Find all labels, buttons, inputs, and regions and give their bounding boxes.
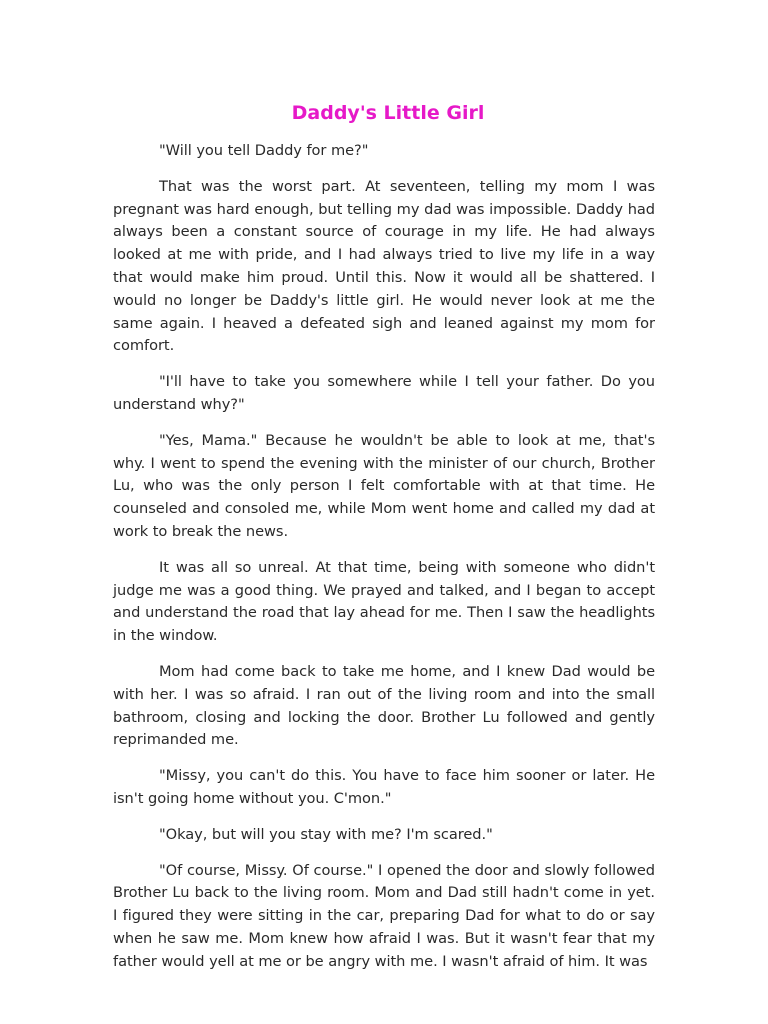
- document-page: [113, 100, 655, 987]
- paragraph: Mom had come back to take me home, and I knew Dad would be with her. I was so afraid. I ran out of the living room and into the small bathroom, closing and locking the door. Brother Lu followed and gently reprimanded me.: [113, 662, 655, 749]
- paragraph: "Yes, Mama." Because he wouldn't be able to look at me, that's why. I went to spend the evening with the minister of our church, Brother Lu, who was the only person I felt comfortable with at that time. He counseled and consoled me, while Mom went home and called my dad at work to break the news.: [113, 431, 655, 540]
- paragraph: "Missy, you can't do this. You have to face him sooner or later. He isn't going home without you. C'mon.": [113, 767, 655, 807]
- paragraph: It was all so unreal. At that time, being with someone who didn't judge me was a good thing. We prayed and talked, and I began to accept and understand the road that lay ahead for me. Then I saw the headlights in the window.: [113, 558, 655, 645]
- paragraph: "I'll have to take you somewhere while I tell your father. Do you understand why?": [113, 373, 655, 413]
- page-title: Daddy's Little Girl: [291, 102, 485, 124]
- paragraph: That was the worst part. At seventeen, telling my mom I was pregnant was hard enough, but telling my dad was impossible. Daddy had always been a constant source of courage in my life. He had always looked at me with pride, and I had always tried to live my life in a way that would make him proud. Until this. Now it would all be shattered. I would no longer be Daddy's little girl. He would never look at me the same again. I heaved a defeated sigh and leaned against my mom for comfort.: [113, 177, 655, 355]
- paragraph: "Of course, Missy. Of course." I opened the door and slowly followed Brother Lu back to the living room. Mom and Dad still hadn't come in yet. I figured they were sitting in the car, preparing Dad for what to do or say when he saw me. Mom knew how afraid I was. But it wasn't fear that my father would yell at me or be angry with me. I wasn't afraid of him. It was: [113, 861, 655, 970]
- paragraph: "Okay, but will you stay with me? I'm scared.": [159, 825, 493, 843]
- paragraph: "Will you tell Daddy for me?": [159, 142, 369, 159]
